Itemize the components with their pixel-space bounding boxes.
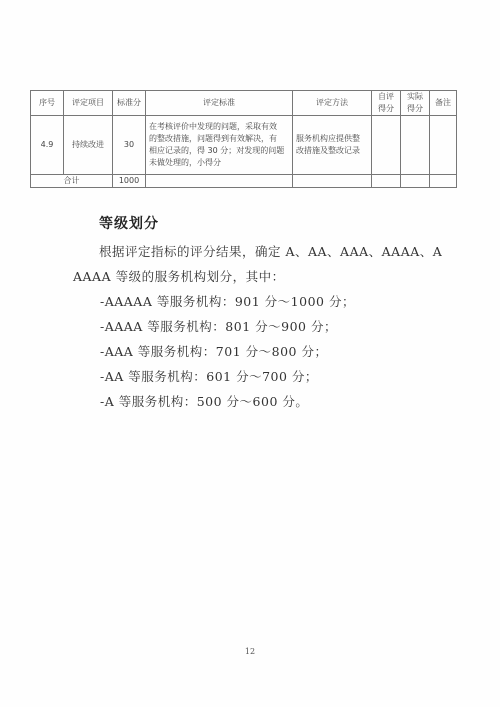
page-number: 12: [244, 647, 256, 656]
standard-line: 在考核评价中发现的问题，采取有效: [149, 122, 277, 131]
total-empty-cell: [372, 175, 401, 188]
total-label: 合计: [31, 175, 113, 188]
standard-line: 未做处理的，小得分: [149, 158, 221, 167]
total-empty-cell: [293, 175, 372, 188]
cell-self-score: [372, 116, 401, 175]
level-item: -A 等服务机构：500 分～600 分。: [100, 394, 309, 409]
header-remark: 备注: [430, 91, 457, 116]
table-row: [31, 116, 457, 175]
level-item: -AAA 等服务机构：701 分～800 分；: [100, 344, 328, 359]
cell-no: 4.9: [31, 116, 64, 175]
header-no: 序号: [31, 91, 64, 116]
header-item: 评定项目: [64, 91, 113, 116]
standard-line: 的整改措施，问题得到有效解决，有: [149, 134, 277, 143]
method-line: 改措施及整改记录: [296, 146, 360, 155]
total-empty-cell: [146, 175, 293, 188]
header-method: 评定方法: [293, 91, 372, 116]
scoring-table: [30, 90, 457, 188]
intro-line: AAAA 等级的服务机构划分，其中：: [73, 269, 285, 284]
level-item: -AA 等服务机构：601 分～700 分；: [100, 369, 318, 384]
cell-score: 30: [113, 116, 146, 175]
total-value: 1000: [113, 175, 146, 188]
header-score: 标准分: [113, 91, 146, 116]
cell-method: [293, 116, 372, 175]
cell-remark: [430, 116, 457, 175]
table-header-row: [31, 91, 457, 116]
header-actual-score: 实际 得分: [401, 91, 430, 116]
level-item: -AAAA 等服务机构：801 分～900 分；: [100, 319, 337, 334]
intro-line: 根据评定指标的评分结果，确定 A、AA、AAA、AAAA、A: [99, 244, 443, 259]
cell-item: 持续改进: [64, 116, 113, 175]
cell-actual-score: [401, 116, 430, 175]
header-self-score: 自评 得分: [372, 91, 401, 116]
total-empty-cell: [430, 175, 457, 188]
section-heading: 等级划分: [99, 216, 159, 232]
total-empty-cell: [401, 175, 430, 188]
table-total-row: [31, 175, 457, 188]
level-item: -AAAAA 等服务机构：901 分～1000 分；: [100, 294, 355, 309]
header-standard: 评定标准: [146, 91, 293, 116]
standard-line: 相应记录的，得 30 分；对发现的问题: [149, 146, 285, 155]
cell-standard: [146, 116, 293, 175]
method-line: 服务机构应提供整: [296, 134, 360, 143]
